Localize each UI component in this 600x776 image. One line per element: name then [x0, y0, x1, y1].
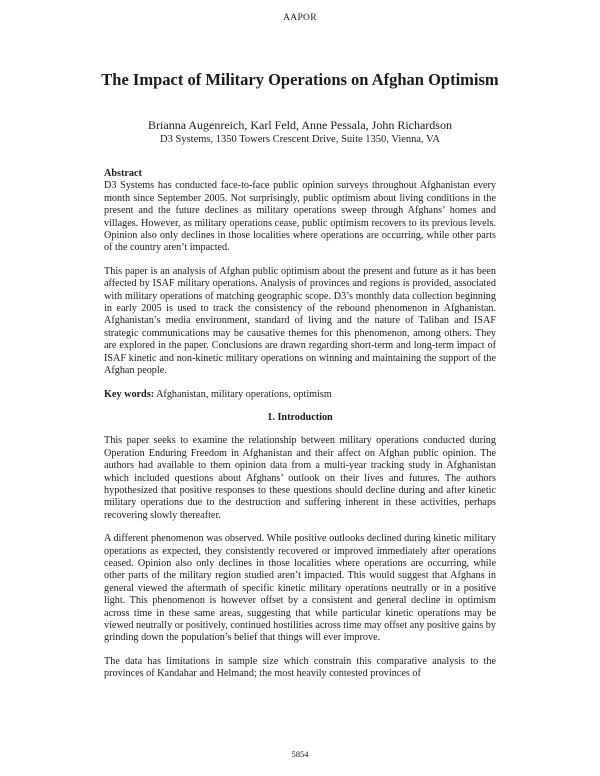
keywords-text: Afghanistan, military operations, optimism [154, 388, 332, 400]
page-number: 5854 [291, 749, 309, 759]
intro-paragraph-3: The data has limitations in sample size which constrain this comparative analysis to the provinces of Kandahar and Helmand; the most heavily contested provinces of [104, 655, 496, 680]
running-header: AAPOR [283, 13, 317, 23]
paper-title: The Impact of Military Operations on Afghan Optimism [101, 70, 499, 89]
abstract-paragraph-2: This paper is an analysis of Afghan public optimism about the present and future as it has been affected by ISAF military operations. Analysis of provinces and regions is provided, associated with military operations of matching geographic scope. D3’s monthly data collection beginning in early 2005 is used to track the consistency of the rebound phenomenon in Afghanistan. Afghanistan’s media environment, standard of living and the nature of Taliban and ISAF strategic communications may be causative themes for this phenomenon, among others. They are explored in the paper. Conclusions are drawn regarding short-term and long-term impact of ISAF kinetic and non-kinetic military operations on winning and maintaining the support of the Afghan people. [104, 265, 496, 377]
section-heading-introduction: 1. Introduction [267, 411, 333, 423]
intro-paragraph-2: A different phenomenon was observed. While positive outlooks declined during kinetic military operations as expected, they consistently recovered or improved immediately after operations ceased. Opinion also only declines in those localities where operations are occurring, while other parts of the military region studied aren’t impacted. This would suggest that Afghans in general viewed the aftermath of specific kinetic military operations neutrally or in a positive light. This phenomenon is however offset by a consistent and general decline in optimism across time in these same areas, suggesting that while particular kinetic operations may be viewed neutrally or positively, continued hostilities across time may offset any positive gains by grinding down the population’s belief that things will ever improve. [104, 533, 496, 644]
intro-paragraph-1: This paper seeks to examine the relationship between military operations conducted during Operation Enduring Freedom in Afghanistan and their affect on Afghan public opinion. The authors had available to them opinion data from a multi-year tracking study in Afghanistan which included questions about Afghans’ outlook on their lives and futures. The authors hypothesized that positive responses to these questions should decline during and after kinetic military operations due to the destruction and suffering inherent in these activities, perhaps recovering slowly thereafter. [104, 435, 496, 521]
keywords-line [104, 389, 496, 401]
author-affiliation: D3 Systems, 1350 Towers Crescent Drive, Suite 1350, Vienna, VA [160, 134, 440, 145]
abstract-paragraph-1: D3 Systems has conducted face-to-face public opinion surveys throughout Afghanistan every month since September 2005. Not surprisingly, public optimism about living conditions in the present and the future declines as military operations sweep through Afghans’ homes and villages. However, as military operations cease, public optimism recovers to its previous levels. Opinion also only declines in those localities where operations are occurring, while other parts of the country aren’t impacted. [104, 180, 496, 254]
body-text [104, 168, 496, 681]
keywords-label: Key words: [104, 388, 155, 400]
author-list: Brianna Augenreich, Karl Feld, Anne Pessala, John Richardson [148, 118, 452, 132]
abstract-heading: Abstract [104, 168, 142, 179]
